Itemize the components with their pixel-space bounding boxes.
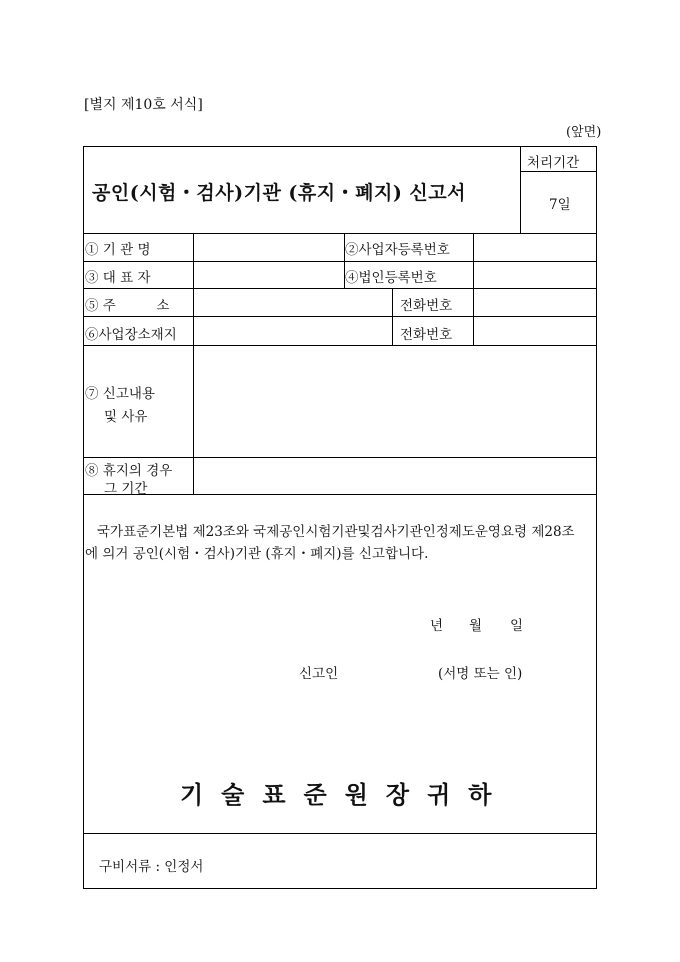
suspension-period-label-2: 그 기간 — [104, 481, 148, 497]
declaration-line-1: 국가표준기본법 제23조와 국제공인시험기관및검사기관인정제도운영요령 제28조 — [97, 524, 575, 540]
attachments-label: 구비서류 : 인정서 — [99, 859, 204, 875]
corp-reg-no-label: ④법인등록번호 — [345, 270, 437, 286]
representative-label: ③ 대 표 자 — [85, 270, 151, 286]
phone-label: 전화번호 — [400, 298, 453, 314]
representative-field[interactable] — [194, 262, 343, 288]
form-number: [별지 제10호 서식] — [84, 97, 203, 113]
authority-addressee: 기술표준원장귀하 — [180, 780, 510, 809]
address-field[interactable] — [194, 290, 390, 316]
phone-field[interactable] — [474, 290, 595, 316]
suspension-period-label: ⑧ 휴지의 경우 — [85, 463, 173, 479]
business-reg-no-label: ②사업자등록번호 — [345, 242, 450, 258]
corp-reg-no-field[interactable] — [474, 262, 595, 288]
report-content-label: ⑦ 신고내용 — [85, 386, 155, 402]
business-reg-no-field[interactable] — [474, 234, 595, 260]
workplace-phone-label: 전화번호 — [400, 327, 453, 343]
suspension-period-field[interactable] — [194, 458, 595, 493]
report-content-label-2: 및 사유 — [104, 409, 148, 425]
agency-name-label: ① 기 관 명 — [85, 242, 151, 258]
processing-period-label: 처리기간 — [527, 155, 580, 171]
applicant-label: 신고인 — [299, 666, 339, 682]
date-day: 일 — [510, 618, 524, 634]
workplace-field[interactable] — [194, 318, 390, 345]
declaration-line-2: 에 의거 공인(시험・검사)기관 (휴지・폐지)를 신고합니다. — [85, 546, 429, 562]
signature-label: (서명 또는 인) — [438, 666, 523, 682]
agency-name-field[interactable] — [194, 234, 343, 260]
page-side-label: (앞면) — [566, 125, 602, 140]
form-title: 공인(시험・검사)기관 (휴지・폐지) 신고서 — [92, 182, 466, 204]
date-month: 월 — [469, 618, 483, 634]
address-label: ⑤ 주 소 — [85, 298, 170, 314]
processing-period-value: 7일 — [549, 197, 571, 213]
workplace-phone-field[interactable] — [474, 318, 595, 345]
workplace-label: ⑥사업장소재지 — [85, 327, 177, 343]
report-content-field[interactable] — [194, 347, 595, 455]
date-year: 년 — [430, 618, 444, 634]
